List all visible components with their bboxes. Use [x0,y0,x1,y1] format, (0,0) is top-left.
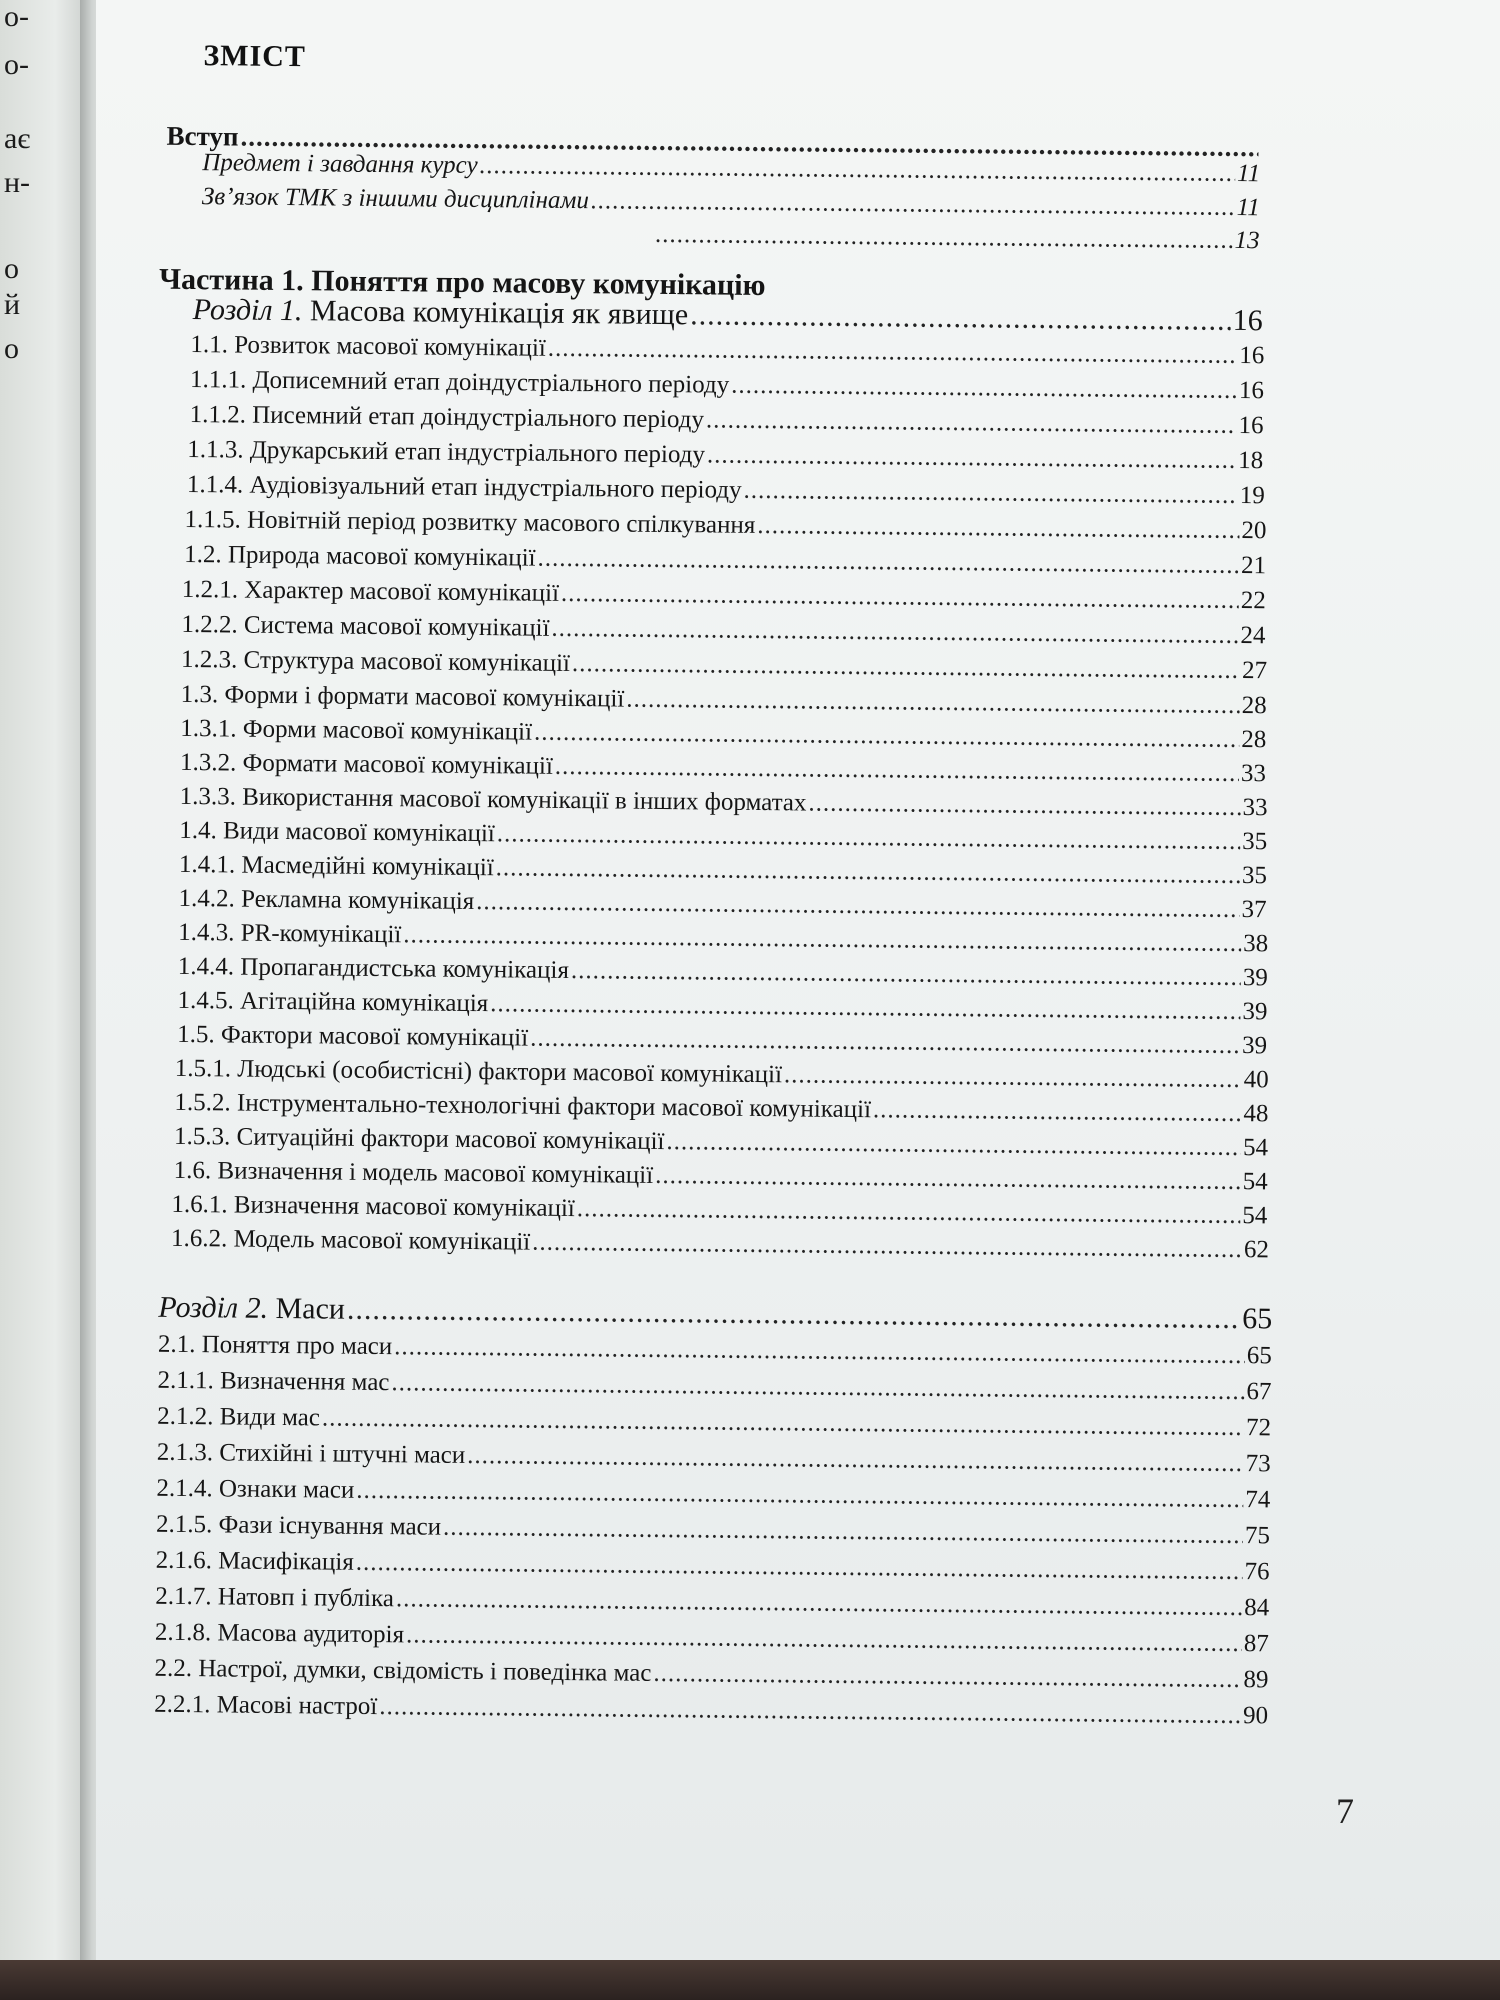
toc-leader-dots [555,753,1239,788]
toc-leader-dots [467,1442,1244,1478]
toc-entry [181,611,1265,650]
toc-entry [179,851,1267,890]
toc-entry-label: 2.2.1. Масові настрої [154,1690,378,1721]
toc-entry-label: 2.1.6. Масифікація [155,1546,354,1576]
toc-entry-label [158,1291,345,1327]
toc-page-number: 39 [1242,964,1268,992]
toc-page-number: 18 [1238,446,1264,475]
toc-page-number: 33 [1242,794,1268,822]
toc-page-number: 39 [1241,1032,1268,1060]
toc-entry-label: 1.2.1. Характер масової комунікації [181,575,560,607]
toc-page-number: 16 [1239,341,1265,370]
toc-entry [154,1655,1268,1695]
toc-leader-dots [873,1096,1242,1128]
toc-leader-dots [396,1585,1243,1622]
toc-page-number: 16 [1238,376,1265,405]
left-page-fragment: й [4,288,21,321]
toc-entry [178,885,1266,924]
toc-entry [177,1021,1267,1060]
toc-entry-label: 1.6.2. Модель масової комунікації [170,1224,531,1256]
toc-entry-label: 1.1.3. Друкарський етап індустріального періоду [187,435,706,469]
toc-leader-dots [530,1025,1240,1060]
toc-leader-dots [356,1549,1243,1586]
toc-entry-label: 1.4.2. Рекламна комунікація [178,884,475,916]
toc-entry-label: 1.3.2. Формати масової комунікації [179,748,554,780]
toc-entry [157,1403,1271,1443]
toc-leader-dots [490,990,1241,1026]
toc-entry-label: Предмет і завдання курсу [202,149,478,180]
toc-leader-dots [497,820,1241,856]
toc-entry-label: 1.4.5. Агітаційна комунікація [177,986,489,1018]
toc-entry-label: 2.1. Поняття про маси [157,1330,393,1361]
toc-page-number: 54 [1242,1134,1269,1162]
toc-entry [155,1583,1269,1623]
toc-entry-label: 2.1.1. Визначення мас [157,1366,390,1397]
toc-page-number: 89 [1243,1666,1269,1694]
toc-entry-label: 2.2. Настрої, думки, свідомість і поведінка мас [154,1654,652,1687]
toc-page-number: 16 [1238,411,1264,440]
toc-entry [180,749,1266,788]
toc-page-number: 84 [1244,1594,1270,1622]
left-page-fragment: о- [4,48,29,81]
toc-page-number: 11 [1236,193,1261,222]
table-of-contents [96,0,1500,1990]
toc-entry [171,1225,1269,1264]
toc-entry [182,576,1266,615]
toc-leader-dots [403,921,1241,958]
toc-entry [178,953,1268,992]
toc-page-number: 90 [1242,1702,1269,1730]
toc-page-number: 24 [1240,622,1266,650]
toc-page-number: 20 [1241,517,1267,545]
toc-page-number: 65 [1246,1342,1273,1370]
toc-entry-label: Частина 1. Поняття про масову комунікацію [158,262,766,303]
toc-title: ЗМІСТ [203,39,307,74]
toc-page-number: 54 [1242,1168,1268,1196]
toc-entry [157,1439,1271,1479]
toc-page-number: 73 [1245,1450,1271,1478]
toc-page-number: 38 [1243,930,1269,958]
left-page-fragment: ає [4,122,31,155]
toc-page-number: 19 [1239,482,1266,510]
toc-leader-dots [655,1162,1241,1196]
toc-section-number: Розділ 2. [158,1290,276,1325]
toc-entry-label: 1.6. Визначення і модель масової комунікації [173,1156,654,1189]
toc-entry [177,987,1267,1026]
toc-page-number: 33 [1240,760,1267,788]
toc-entry [174,1123,1268,1162]
toc-leader-dots [537,545,1239,580]
toc-leader-dots [743,477,1238,510]
toc-page-number: 28 [1241,726,1267,754]
left-page-fragment: о [4,252,19,285]
toc-leader-dots [706,406,1237,440]
toc-page-number: 11 [1236,159,1261,188]
toc-entry [179,817,1267,856]
desk-edge [0,1960,1500,2000]
toc-page-number: 74 [1245,1486,1271,1514]
toc-leader-dots [655,221,1232,255]
toc-leader-dots [379,1693,1241,1730]
toc-leader-dots [532,1229,1242,1264]
toc-leader-dots [577,1195,1241,1230]
toc-leader-dots [551,615,1238,650]
toc-entry-label: 1.4.3. PR-комунікації [178,918,402,949]
toc-leader-dots [757,512,1240,545]
toc-leader-dots [406,1621,1242,1658]
toc-entry [156,1511,1270,1551]
toc-page-number: 54 [1242,1202,1268,1230]
toc-entry-label: 1.3.1. Форми масової комунікації [180,714,533,746]
toc-section-title: Масова комунікація як явище [309,294,689,332]
toc-entry-label: 1.2. Природа масової комунікації [184,540,536,572]
toc-leader-dots [707,441,1237,475]
toc-entry-label: 1.5. Фактори масової комунікації [177,1020,529,1052]
page-number: 7 [1336,1791,1354,1831]
toc-leader-dots [690,298,1231,338]
toc-entry-label: 1.1. Розвиток масової комунікації [190,331,546,362]
toc-page-number: 28 [1241,692,1267,720]
toc-entry-label: 1.3. Форми і формати масової комунікації [180,680,625,713]
toc-leader-dots [653,1660,1241,1694]
toc-entry-label: Вступ [166,120,239,152]
toc-entry-label: 1.1.5. Новітній період розвитку масового спілкування [184,505,756,539]
toc-leader-dots [347,1293,1241,1336]
toc-entry [181,646,1267,685]
toc-entry [187,471,1265,510]
toc-entry-label: 1.3.3. Використання масової комунікації в інших форматах [179,782,807,817]
toc-page-number: 62 [1243,1236,1270,1264]
toc-leader-dots [571,957,1241,992]
toc-leader-dots [784,1061,1242,1094]
toc-section-heading [193,293,1263,338]
toc-entry [187,436,1263,475]
toc-entry-label: 1.1.2. Писемний етап доіндустріального періоду [189,401,705,434]
toc-page-number: 22 [1240,587,1266,615]
toc-entry-label: 1.5.3. Ситуаційні фактори масової комунікації [173,1122,665,1156]
toc-entry [180,783,1268,822]
toc-entry [175,1055,1269,1094]
toc-page-number: 72 [1245,1414,1272,1442]
toc-page-number: 76 [1244,1558,1270,1586]
toc-leader-dots [561,580,1239,615]
toc-leader-dots [534,719,1240,754]
toc-entry [155,1619,1269,1659]
toc-entry [180,715,1266,754]
book-page [96,0,1500,1990]
toc-entry-label: 1.5.1. Людські (особистісні) фактори масової комунікації [174,1054,783,1089]
toc-entry-label: 1.4. Види масової комунікації [179,816,495,848]
toc-entry-label: 2.1.3. Стихійні і штучні маси [156,1438,466,1469]
toc-entry-label: 1.5.2. Інструментально-технологічні фактори масової комунікації [174,1088,872,1124]
toc-page-number: 13 [1234,226,1260,255]
toc-leader-dots [443,1514,1243,1550]
toc-entry-label: 1.4.1. Масмедійні комунікації [178,850,494,882]
toc-entry-label: 2.1.8. Масова аудиторія [154,1618,405,1649]
toc-entry-label: Зв’язок ТМК з іншими дисциплінами [201,183,590,215]
toc-entry-label: 1.4.4. Пропагандистська комунікація [177,952,570,985]
toc-entry [154,1691,1268,1731]
toc-entry-label: 2.1.7. Натовп і публіка [155,1582,395,1613]
toc-entry [156,1547,1270,1587]
toc-leader-dots [572,650,1240,685]
toc-entry-label: 1.2.2. Система масової комунікації [181,610,550,642]
toc-section-heading [158,1291,1272,1337]
left-page-fragment: о [4,332,19,365]
toc-leader-dots [322,1404,1244,1442]
toc-section-title: Маси [275,1291,346,1326]
toc-page-number: 39 [1242,998,1268,1026]
toc-page-number: 40 [1243,1066,1269,1094]
left-page-fragment: н- [4,166,31,199]
toc-entry-label: 2.1.4. Ознаки маси [156,1474,355,1504]
toc-entry [157,1367,1271,1407]
toc-entry [184,541,1266,580]
toc-leader-dots [591,187,1235,222]
toc-page-number: 67 [1246,1378,1272,1406]
toc-leader-dots [394,1333,1245,1370]
toc-leader-dots [731,372,1237,405]
toc-leader-dots [548,335,1238,370]
toc-page-number: 65 [1242,1302,1273,1336]
toc-entry-label: 1.6.1. Визначення масової комунікації [171,1190,575,1223]
toc-entry-label: 2.1.5. Фази існування маси [155,1510,442,1541]
left-page-edge [0,0,92,2000]
toc-entry-label: 1.2.3. Структура масової комунікації [180,645,571,677]
toc-entry [171,1191,1267,1230]
toc-entry-label: 2.1.2. Види мас [157,1402,321,1432]
toc-leader-dots [496,854,1240,890]
toc-page-number: 16 [1232,303,1263,338]
toc-page-number: 75 [1244,1522,1271,1550]
toc-entry [653,221,1259,255]
toc-page-number: 37 [1241,896,1267,924]
toc-entry [156,1475,1270,1515]
toc-page-number: 87 [1243,1630,1269,1658]
toc-entry [190,401,1264,440]
toc-entry [174,1157,1268,1196]
toc-entry-label: 1.1.4. Аудіовізуальний етап індустріального періоду [186,470,742,504]
toc-entry [202,183,1260,222]
toc-page-number: 21 [1240,552,1267,580]
toc-page-number: 48 [1243,1100,1269,1128]
toc-page-number: 27 [1241,657,1268,685]
toc-page-number: 35 [1242,828,1268,856]
toc-entry [184,506,1266,545]
toc-entry [190,366,1264,405]
toc-entry [178,919,1268,958]
toc-leader-dots [666,1128,1241,1162]
toc-entry-label [193,293,689,332]
toc-leader-dots [808,790,1240,823]
toc-leader-dots [356,1477,1243,1514]
left-page-fragment: о- [4,0,29,33]
toc-leader-dots [626,686,1240,720]
toc-entry [158,1331,1272,1371]
toc-entry [190,331,1264,370]
toc-entry [181,681,1267,720]
toc-entry [174,1089,1268,1128]
toc-leader-dots [391,1369,1244,1406]
toc-leader-dots [476,888,1240,924]
toc-entry-label: 1.1.1. Дописемний етап доіндустріального періоду [189,366,730,399]
toc-section-number: Розділ 1. [192,293,311,328]
toc-page-number: 35 [1241,862,1268,890]
